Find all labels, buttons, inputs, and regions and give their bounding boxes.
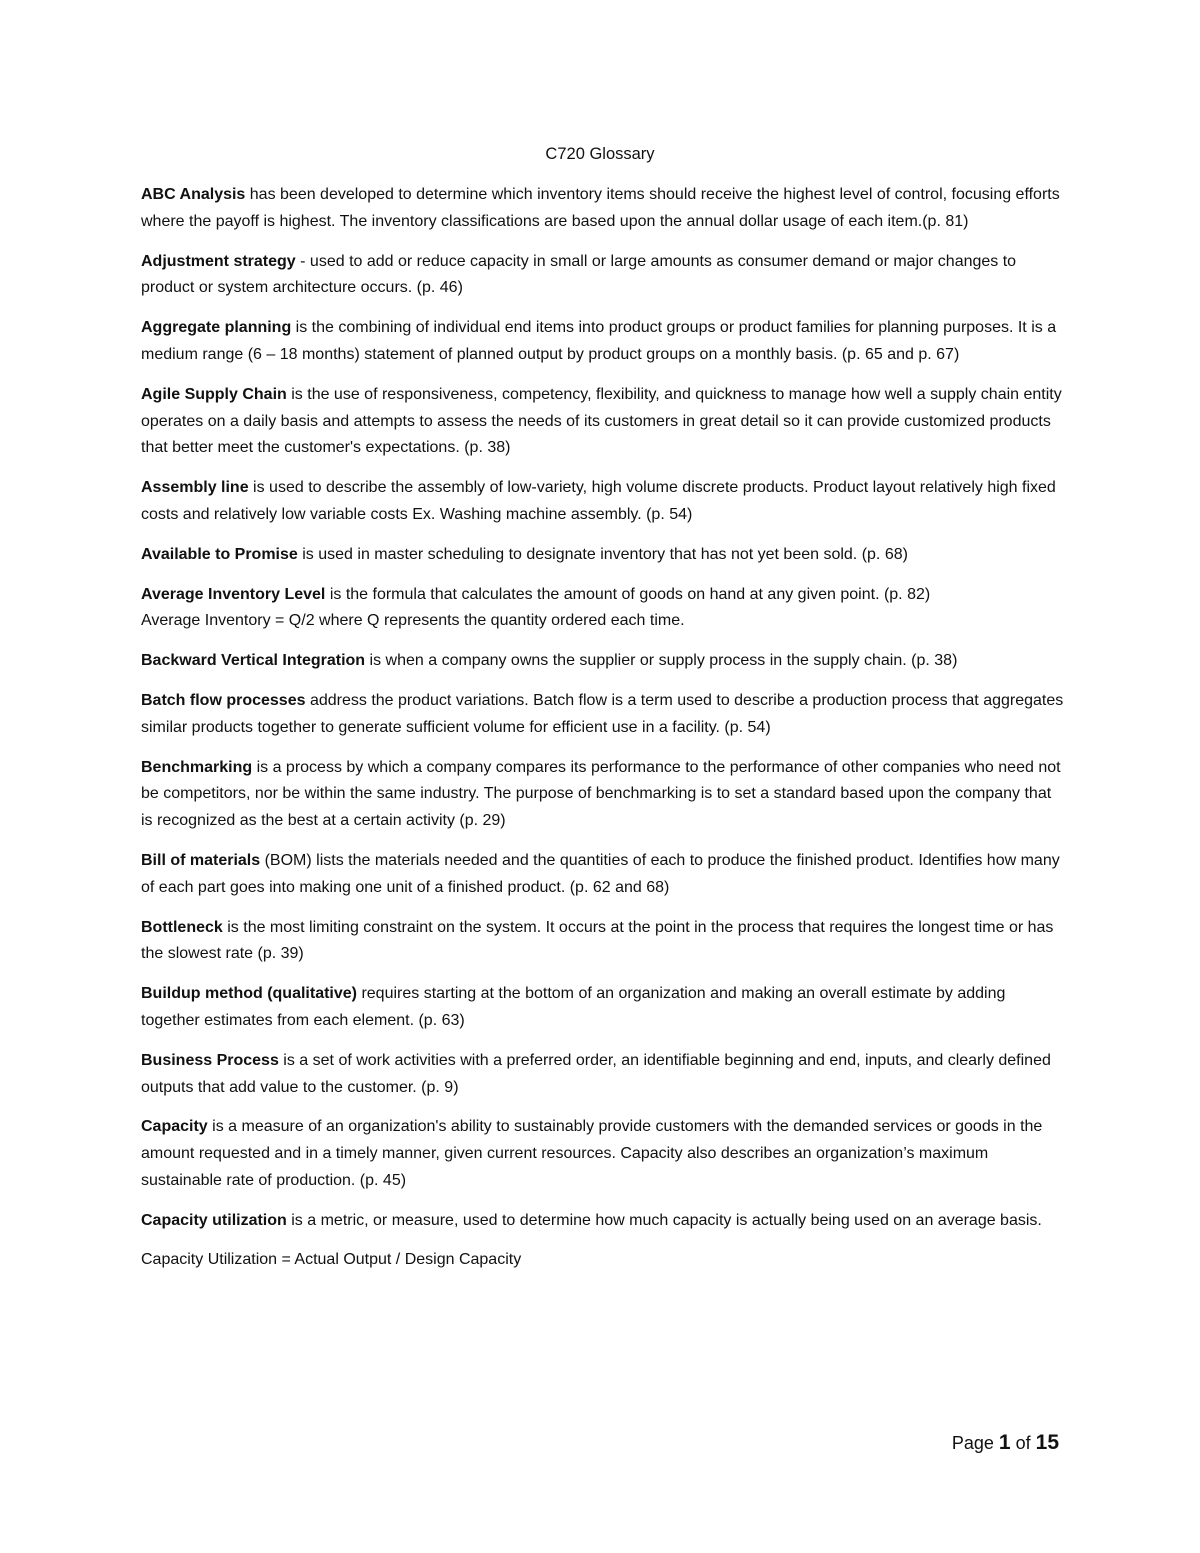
glossary-entry [141,981,1067,1035]
glossary-entry [141,688,1067,742]
glossary-entry [141,315,1067,369]
glossary-definition: is used to describe the assembly of low-variety, high volume discrete products. Product layout relatively high fixed costs and relatively low variable costs Ex. Washing machine assembly. (p. 54) [141,479,1056,523]
page-word: Page [951,1433,994,1453]
glossary-term: Benchmarking [141,758,253,776]
glossary-entry [141,475,1067,529]
glossary-term: ABC Analysis [141,186,246,203]
glossary-term: Capacity [141,1118,208,1136]
glossary-term: Aggregate planning [141,319,292,337]
glossary-formula: Capacity Utilization = Actual Output / Design Capacity [141,1250,522,1268]
glossary-definition: is used in master scheduling to designate inventory that has not yet been sold. (p. 68) [297,545,908,563]
glossary-entry [141,648,1067,675]
glossary-entry [141,915,1067,969]
glossary-entry [141,382,1067,462]
glossary-definition: - used to add or reduce capacity in small or large amounts as consumer demand or major changes to product or system architecture occurs. (p. 46) [141,252,1017,297]
page-current: 1 [998,1431,1011,1454]
glossary-formula-line [141,1247,1067,1274]
glossary-definition: is the combining of individual end items into product groups or product families for planning purposes. It is a medium range (6 – 18 months) statement of planned output by product groups on a monthly basis. (p. 65 and p. 67) [141,319,1057,363]
glossary-entry [141,542,1067,569]
glossary-definition: requires starting at the bottom of an organization and making an overall estimate by adding together estimates from each element. (p. 63) [141,985,1006,1029]
page-total: 15 [1035,1431,1059,1454]
glossary-term: Buildup method (qualitative) [141,985,357,1003]
page-number [952,1428,1059,1458]
glossary-term: Agile Supply Chain [141,385,287,403]
glossary-entry [141,848,1067,902]
glossary-term: Adjustment strategy [141,252,296,270]
of-word: of [1015,1433,1031,1453]
glossary-term: Capacity utilization [141,1211,287,1229]
glossary-term: Bill of materials [141,851,261,869]
glossary-entry [141,249,1067,303]
glossary-entry [141,1208,1067,1235]
glossary-definition: address the product variations. Batch flow is a term used to describe a production process that aggregates similar products together to generate sufficient volume for efficient use in a facility. (p. 54) [141,691,1064,736]
glossary-entry [141,182,1067,236]
glossary-definition: is a measure of an organization's ability to sustainably provide customers with the demanded services or goods in the amount requested and in a timely manner, given current resources. Capacity also describes an organization’s maximum sustainable rate of production. (p. 45) [141,1118,1043,1189]
glossary-definition: is a process by which a company compares its performance to the performance of other companies who need not be competitors, nor be within the same industry. The purpose of benchmarking is to set a standard based upon the company that is recognized as the best at a certain activity (p. 29) [141,758,1061,830]
glossary-definition: is the most limiting constraint on the system. It occurs at the point in the process that requires the longest time or has the slowest rate (p. 39) [141,918,1054,963]
glossary-definition: is the use of responsiveness, competency, flexibility, and quickness to manage how well a supply chain entity operates on a daily basis and attempts to assess the needs of its customers in great detail so it can provide customized products that better meet the customer's expectations. (p. 38) [141,385,1062,457]
glossary-entry [141,1048,1067,1102]
page-title: C720 Glossary [545,145,655,163]
glossary-entry [141,582,1067,636]
glossary-definition: is the formula that calculates the amount of goods on hand at any given point. (p. 82) [325,585,931,603]
glossary-term: Bottleneck [141,918,223,936]
glossary-term: Available to Promise [141,545,298,563]
glossary-term: Assembly line [141,479,249,497]
glossary-entry [141,755,1067,835]
glossary-list [141,182,1067,1286]
glossary-definition: has been developed to determine which inventory items should receive the highest level of control, focusing efforts where the payoff is highest. The inventory classifications are based upon the annual dollar usage of each item.(p. 81) [141,186,1060,230]
glossary-term: Average Inventory Level [141,585,326,603]
glossary-definition: (BOM) lists the materials needed and the quantities of each to produce the finished product. Identifies how many of each part goes into making one unit of a finished product. (p. 62 and 68) [141,851,1060,896]
glossary-definition: is a metric, or measure, used to determine how much capacity is actually being used on an average basis. [286,1211,1042,1229]
glossary-term: Business Process [141,1051,279,1069]
glossary-definition: is a set of work activities with a preferred order, an identifiable beginning and end, inputs, and clearly defined outputs that add value to the customer. (p. 9) [141,1051,1051,1096]
glossary-formula: Average Inventory = Q/2 where Q represents the quantity ordered each time. [141,612,685,630]
glossary-term: Backward Vertical Integration [141,652,366,670]
glossary-entry [141,1114,1067,1194]
glossary-definition: is when a company owns the supplier or supply process in the supply chain. (p. 38) [365,652,958,670]
glossary-term: Batch flow processes [141,691,306,709]
